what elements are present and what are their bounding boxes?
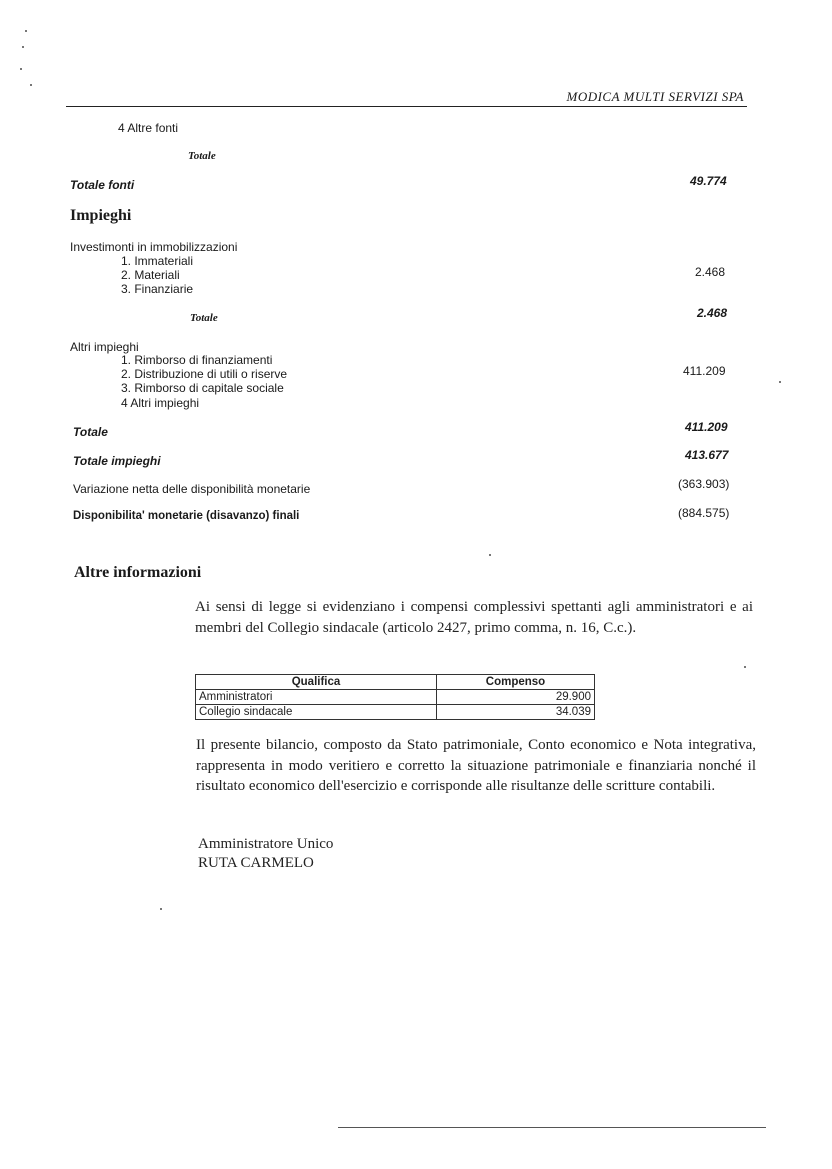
investimenti-totale-value: 2.468	[697, 306, 728, 320]
table-row	[196, 690, 595, 705]
altri-totale-label: Totale	[73, 425, 108, 439]
scan-speck	[20, 68, 22, 70]
scan-speck	[30, 84, 32, 86]
scan-speck	[489, 554, 491, 556]
altri-impieghi-item: 2. Distribuzione di utili o riserve	[121, 367, 288, 381]
totale-fonti-value: 49.774	[690, 174, 727, 188]
totale-impieghi-label: Totale impieghi	[73, 454, 161, 468]
variazione-value: (363.903)	[678, 477, 730, 491]
distribuzione-value: 411.209	[683, 364, 726, 378]
table-header-row	[196, 675, 595, 690]
variazione-label: Variazione netta delle disponibilità monetarie	[73, 482, 311, 496]
altri-totale-value: 411.209	[685, 420, 728, 434]
altre-fonti-label: 4 Altre fonti	[118, 121, 179, 135]
altri-impieghi-item: 3. Rimborso di capitale sociale	[121, 381, 284, 395]
table-cell: Collegio sindacale	[196, 705, 437, 720]
intro-paragraph: Ai sensi di legge si evidenziano i compensi complessivi spettanti agli amministratori e ai membri del Collegio sindacale (articolo 2427, primo comma, n. 16, C.c.).	[195, 599, 753, 636]
scan-speck	[779, 381, 781, 383]
fonti-totale-label: Totale	[188, 150, 216, 162]
scan-speck	[744, 666, 746, 668]
table-cell: 29.900	[437, 690, 595, 705]
signature-role: Amministratore Unico	[198, 836, 334, 852]
header-rule	[66, 106, 747, 107]
totale-fonti-label: Totale fonti	[70, 178, 135, 192]
scan-speck	[25, 30, 27, 32]
investimenti-item: 1. Immateriali	[121, 254, 194, 268]
investimenti-item: 3. Finanziarie	[121, 282, 194, 296]
scan-speck	[160, 908, 162, 910]
disponibilita-value: (884.575)	[678, 506, 730, 520]
scan-speck	[22, 46, 24, 48]
altri-impieghi-label: Altri impieghi	[70, 340, 139, 354]
investimenti-item: 2. Materiali	[121, 268, 180, 282]
altri-impieghi-item: 4 Altri impieghi	[121, 396, 200, 410]
materiali-value: 2.468	[695, 265, 726, 279]
footer-rule	[338, 1127, 766, 1128]
totale-impieghi-value: 413.677	[685, 448, 729, 462]
column-header: Qualifica	[196, 675, 437, 690]
signature-name: RUTA CARMELO	[198, 855, 314, 871]
impieghi-title: Impieghi	[70, 207, 132, 224]
column-header: Compenso	[437, 675, 595, 690]
disponibilita-label: Disponibilita' monetarie (disavanzo) finali	[73, 510, 300, 522]
investimenti-totale-label: Totale	[190, 312, 218, 324]
table-row	[196, 705, 595, 720]
altre-informazioni-title: Altre informazioni	[74, 564, 202, 581]
altri-impieghi-item: 1. Rimborso di finanziamenti	[121, 353, 273, 367]
compensi-table	[195, 674, 595, 720]
closing-paragraph: Il presente bilancio, composto da Stato patrimoniale, Conto economico e Nota integrativa, rappresenta in modo veritiero e corretto la situazione patrimoniale e finanziaria nonché il risultato economico dell'esercizio e corrisponde alle risultanze delle scritture contabili.	[196, 737, 756, 794]
investimenti-label: Investimonti in immobilizzazioni	[70, 240, 238, 254]
table-cell: 34.039	[437, 705, 595, 720]
company-header: MODICA MULTI SERVIZI SPA	[566, 89, 744, 104]
table-cell: Amministratori	[196, 690, 437, 705]
